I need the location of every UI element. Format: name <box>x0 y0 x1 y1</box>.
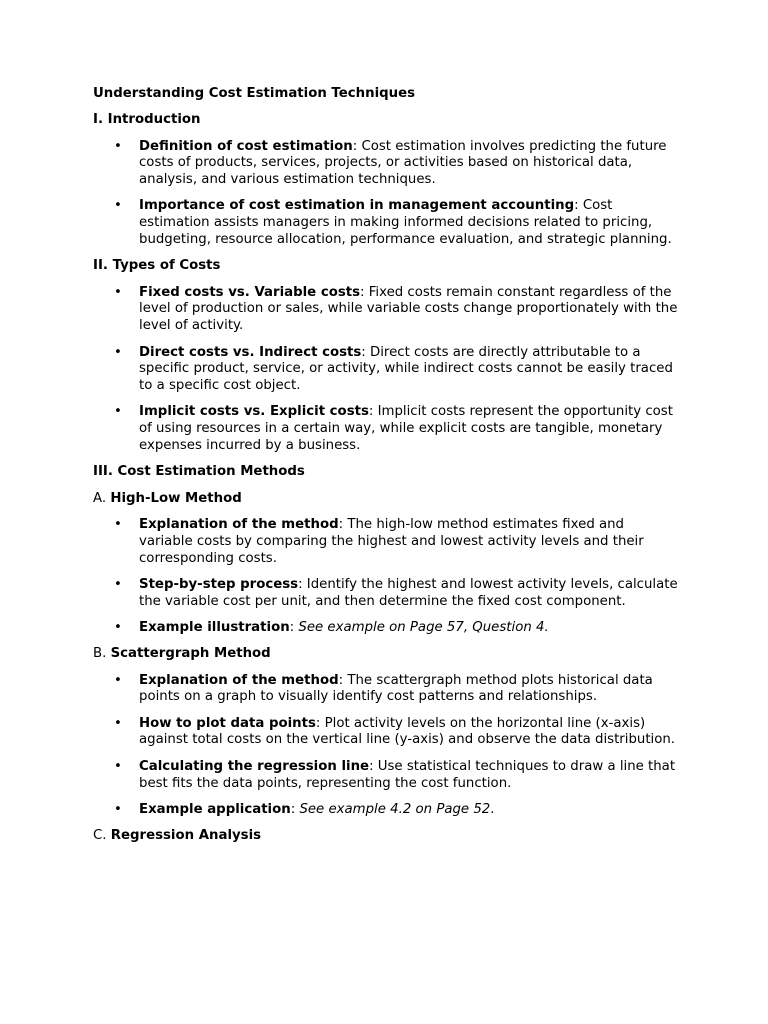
item-term: Direct costs vs. Indirect costs <box>139 344 362 360</box>
list-item <box>93 139 678 189</box>
list-item <box>93 716 678 750</box>
list-item <box>93 759 678 793</box>
section-heading-types-of-costs: II. Types of Costs <box>93 258 221 274</box>
section-heading-introduction: I. Introduction <box>93 112 201 128</box>
document-page <box>93 86 678 854</box>
item-reference: See example 4.2 on Page 52 <box>299 801 491 817</box>
item-term: Importance of cost estimation in management accounting <box>139 198 575 214</box>
list-item <box>93 517 678 567</box>
introduction-list <box>93 139 678 249</box>
subsection-name: Scattergraph Method <box>110 646 271 662</box>
item-text: : The high-low method estimates fixed and variable costs by comparing the highest and lowest activity levels and their corresponding costs. <box>139 516 644 566</box>
item-text: : Fixed costs remain constant regardless of the level of production or sales, while variable costs change proportionately with the level of activity. <box>139 284 678 334</box>
subsection-heading-high-low <box>93 491 678 508</box>
types-of-costs-list <box>93 285 678 455</box>
item-term: Example application <box>139 801 291 817</box>
item-term: How to plot data points <box>139 715 316 731</box>
list-item <box>93 285 678 335</box>
item-text: : Direct costs are directly attributable to a specific product, service, or activity, while indirect costs cannot be easily traced to a specific cost object. <box>139 344 673 394</box>
item-term: Explanation of the method <box>139 672 339 688</box>
high-low-list <box>93 517 678 637</box>
list-item <box>93 198 678 248</box>
item-text: : Use statistical techniques to draw a line that best fits the data points, representing the cost function. <box>139 758 676 791</box>
item-separator: : <box>290 801 300 817</box>
subsection-letter: C. <box>93 828 107 844</box>
subsection-name: High-Low Method <box>110 490 242 506</box>
item-term: Example illustration <box>139 619 290 635</box>
item-text: : Plot activity levels on the horizontal line (x-axis) against total costs on the vertical line (y-axis) and observe the data distribution. <box>139 715 676 748</box>
item-text: : Cost estimation assists managers in making informed decisions related to pricing, budgeting, resource allocation, performance evaluation, and strategic planning. <box>139 198 672 248</box>
subsection-heading-scattergraph <box>93 646 678 663</box>
item-trailing-punctuation: . <box>490 801 495 817</box>
item-reference: See example on Page 57, Question 4. <box>298 619 549 635</box>
item-term: Calculating the regression line <box>139 758 370 774</box>
list-item <box>93 802 678 819</box>
list-item <box>93 673 678 707</box>
subsection-heading-regression <box>93 828 678 845</box>
subsection-letter: A. <box>93 490 107 506</box>
scattergraph-list <box>93 673 678 819</box>
item-text: : Cost estimation involves predicting the future costs of products, services, projects, or activities based on historical data, analysis, and various estimation techniques. <box>139 138 667 188</box>
subsection-name: Regression Analysis <box>110 828 262 844</box>
list-item <box>93 577 678 611</box>
subsection-letter: B. <box>93 646 107 662</box>
item-text: : Identify the highest and lowest activity levels, calculate the variable cost per unit, and then determine the fixed cost component. <box>139 576 678 609</box>
item-term: Definition of cost estimation <box>139 138 353 154</box>
item-term: Explanation of the method <box>139 516 339 532</box>
item-separator: : <box>289 619 299 635</box>
list-item <box>93 404 678 454</box>
list-item <box>93 620 678 637</box>
item-term: Step-by-step process <box>139 576 299 592</box>
item-text: : The scattergraph method plots historical data points on a graph to visually identify cost patterns and relationships. <box>139 672 653 705</box>
section-heading-cost-estimation-methods: III. Cost Estimation Methods <box>93 464 305 480</box>
list-item <box>93 345 678 395</box>
item-text: : Implicit costs represent the opportunity cost of using resources in a certain way, while explicit costs are tangible, monetary expenses incurred by a business. <box>139 404 673 454</box>
item-term: Implicit costs vs. Explicit costs <box>139 404 369 420</box>
item-term: Fixed costs vs. Variable costs <box>139 284 361 300</box>
document-title: Understanding Cost Estimation Techniques <box>93 86 416 101</box>
